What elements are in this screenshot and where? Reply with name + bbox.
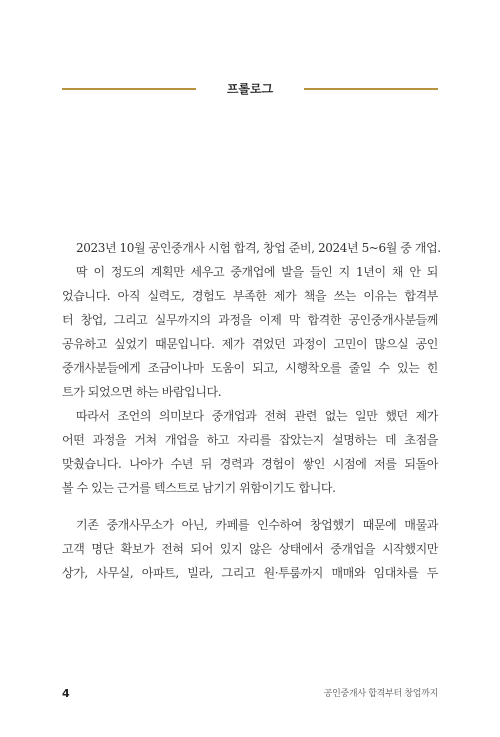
paragraph-4 (62, 513, 438, 585)
section-title: 프롤로그 (226, 82, 274, 96)
text-line: 따라서 조언의 의미보다 중개업과 전혀 관련 없는 일만 했던 제가 (76, 409, 438, 423)
text-line: 고객 명단 확보가 전혀 되어 있지 않은 상태에서 중개업을 시작했지만 (62, 542, 438, 556)
running-title: 공인중개사 합격부터 창업까지 (323, 689, 438, 699)
paragraph-1 (62, 236, 441, 260)
text-line: 딱 이 정도의 계획만 세우고 중개업에 발을 들인 지 1년이 채 안 되 (76, 265, 438, 279)
header-rule-left (62, 88, 196, 90)
text-line: 터 창업, 그리고 실무까지의 과정을 이제 막 합격한 공인중개사분들께 (62, 313, 438, 327)
page-number: 4 (62, 687, 70, 700)
text-line: 공유하고 싶었기 때문입니다. 제가 겪었던 과정이 고민이 많으실 공인 (62, 337, 438, 351)
page-header (0, 78, 500, 100)
text-line: 었습니다. 아직 실력도, 경험도 부족한 제가 책을 쓰는 이유는 합격부 (62, 289, 438, 303)
text-line: 맞췄습니다. 나아가 수년 뒤 경력과 경험이 쌓인 시점에 저를 되돌아 (62, 457, 438, 471)
text-line: 상가, 사무실, 아파트, 빌라, 그리고 원·투룸까지 매매와 임대차를 두 (62, 566, 438, 580)
text-line: 어떤 과정을 거쳐 개업을 하고 자리를 잡았는지 설명하는 데 초점을 (62, 433, 438, 447)
paragraph-3 (62, 404, 438, 500)
paragraph-2 (62, 260, 438, 404)
paragraph-gap (62, 500, 438, 513)
text-line: 볼 수 있는 근거를 텍스트로 남기기 위함이기도 합니다. (62, 481, 336, 495)
text-line: 2023년 10월 공인중개사 시험 합격, 창업 준비, 2024년 5~6월 중 개업. (76, 241, 441, 255)
body-text (62, 236, 441, 585)
text-line: 기존 중개사무소가 아닌, 카페를 인수하여 창업했기 때문에 매물과 (76, 518, 438, 532)
header-rule-right (304, 88, 438, 90)
page-footer (62, 686, 438, 702)
text-line: 중개사분들에게 조금이나마 도움이 되고, 시행착오를 줄일 수 있는 힌 (62, 361, 438, 375)
text-line: 트가 되었으면 하는 바람입니다. (62, 385, 222, 399)
